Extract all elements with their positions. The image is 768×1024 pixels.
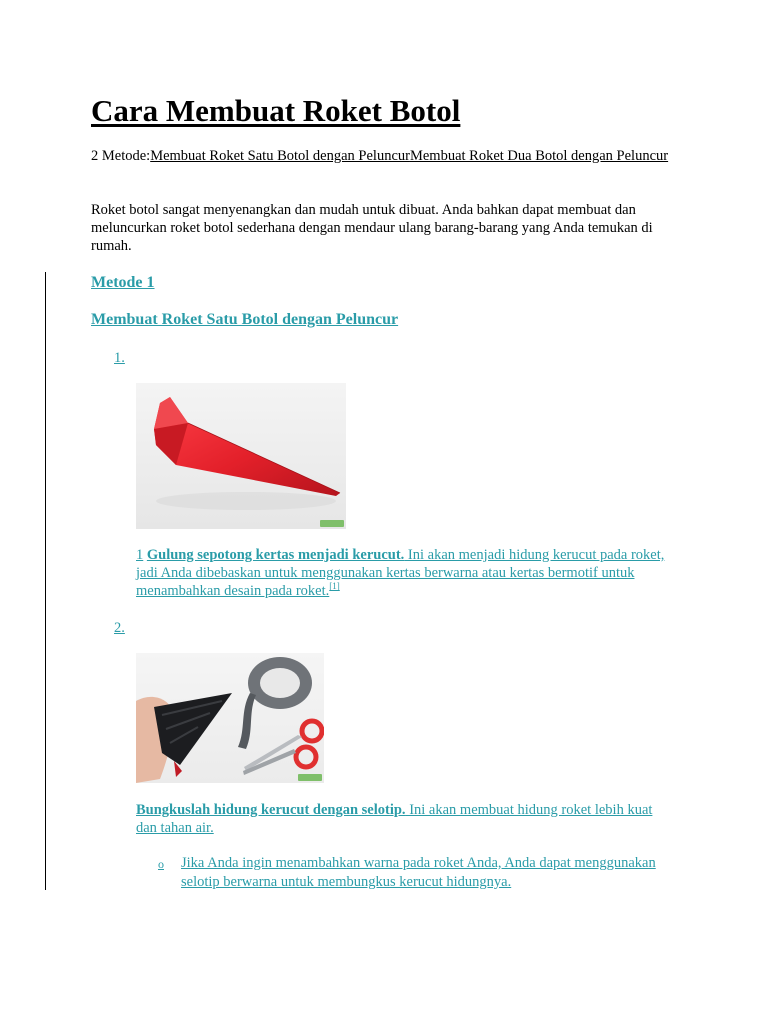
step-2-body[interactable]: Ini akan membuat hidung roket lebih kuat dan tahan air.	[136, 802, 653, 836]
methods-prefix: 2 Metode:	[91, 148, 151, 164]
page-title: Cara Membuat Roket Botol	[91, 93, 461, 128]
step-1-body[interactable]: Ini akan menjadi hidung kerucut pada roket, jadi Anda dibebaskan untuk menggunakan kertas berwarna atau kertas bermotif untuk menambahkan desain pada roket.	[136, 547, 665, 599]
red-paper-cone-illustration	[136, 383, 346, 529]
step-2-image	[136, 653, 324, 783]
sub-bullet-text[interactable]: Jika Anda ingin menambahkan warna pada roket Anda, Anda dapat menggunakan selotip berwarna untuk membungkus kerucut hidungnya.	[181, 855, 656, 890]
step-1-inline-number[interactable]: 1	[136, 547, 144, 563]
step-2-sub-bullet[interactable]	[181, 854, 691, 892]
methods-line	[91, 147, 691, 165]
step-number-2[interactable]: 2.	[114, 620, 125, 636]
intro-paragraph: Roket botol sangat menyenangkan dan mudah untuk dibuat. Anda bahkan dapat membuat dan meluncurkan roket botol sederhana dengan mendaur ulang barang-barang yang Anda temukan di rumah.	[91, 202, 653, 254]
watermark-badge	[298, 774, 322, 781]
method-link-1[interactable]: Membuat Roket Satu Botol dengan Peluncur	[150, 148, 410, 164]
step-1-bold[interactable]: Gulung sepotong kertas menjadi kerucut.	[146, 547, 405, 563]
step-1-image	[136, 383, 346, 529]
taped-cone-with-scissors-illustration	[136, 653, 324, 783]
step-1-ref[interactable]: [1]	[329, 581, 340, 592]
sub-bullet-marker: o	[158, 857, 164, 871]
watermark-badge	[320, 520, 344, 527]
step-2-bold[interactable]: Bungkuslah hidung kerucut dengan selotip.	[136, 802, 406, 818]
metode-heading[interactable]: Metode 1	[91, 274, 155, 291]
step-1-text[interactable]	[136, 546, 676, 600]
method-link-2[interactable]: Membuat Roket Dua Botol dengan Peluncur	[409, 148, 669, 164]
left-margin-bar	[45, 272, 46, 890]
section-heading[interactable]: Membuat Roket Satu Botol dengan Peluncur	[91, 311, 399, 328]
step-2-text[interactable]	[136, 801, 676, 837]
step-number-1[interactable]: 1.	[114, 350, 125, 366]
